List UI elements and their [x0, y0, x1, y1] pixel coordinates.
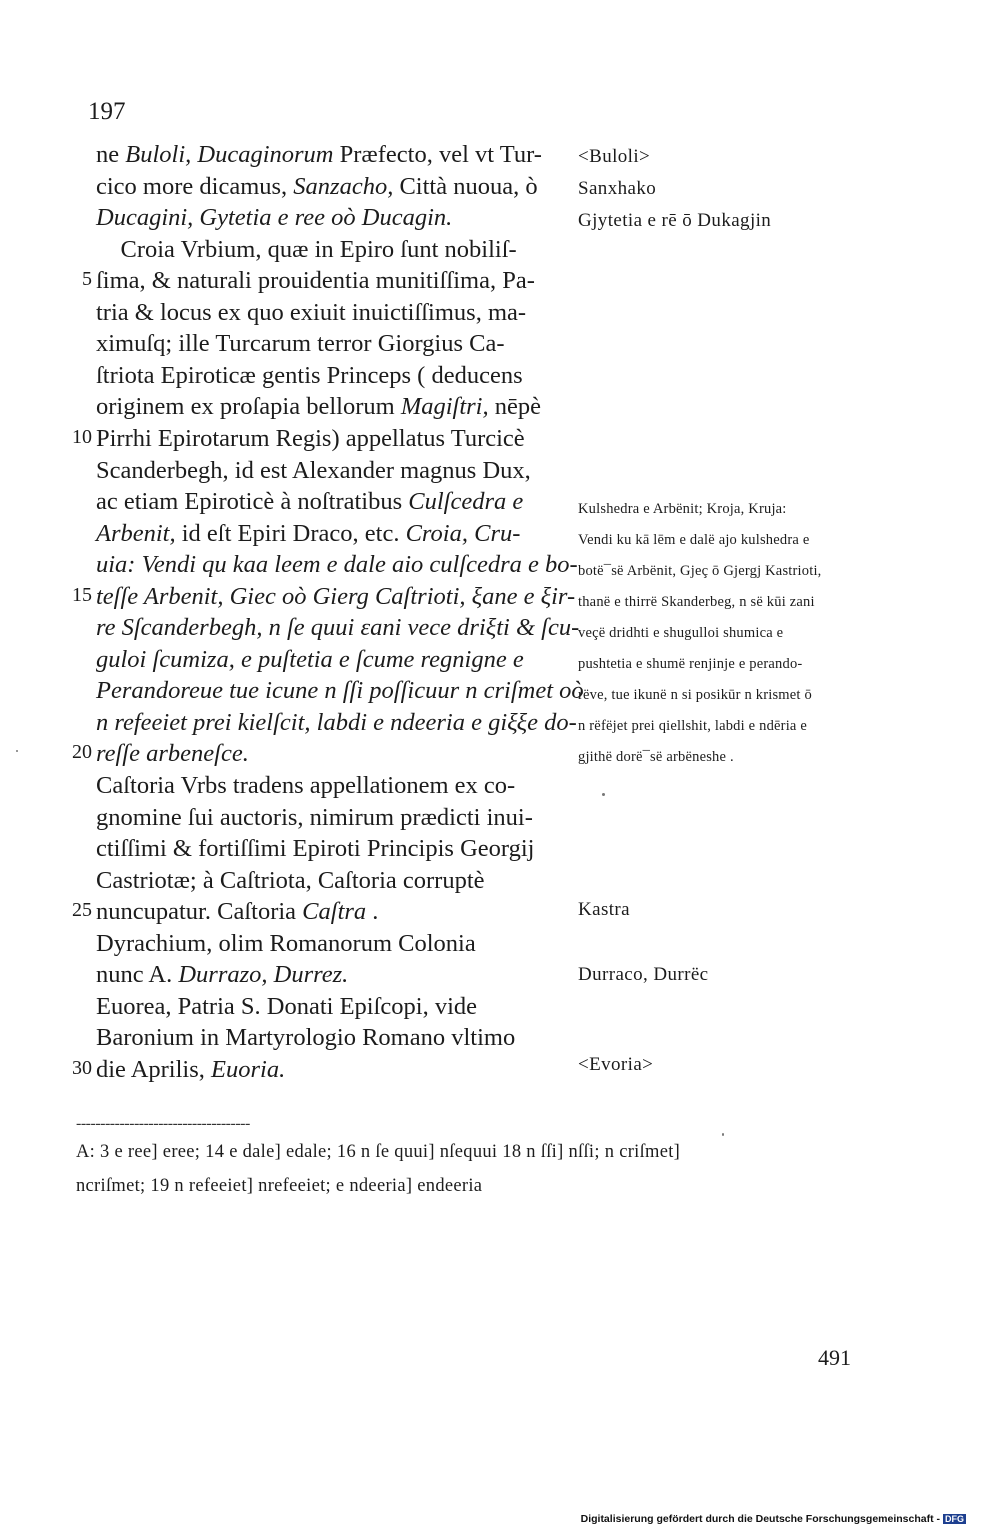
apparatus-line: ncriſmet; 19 n refeeiet] nrefeeiet; e ndeeria] endeeria: [76, 1176, 483, 1196]
text-line: die Aprilis, Euoria.: [96, 1055, 286, 1083]
text-line: ximuſq; ille Turcarum terror Giorgius Ca-: [96, 330, 505, 358]
line-number: 25: [72, 899, 92, 922]
margin-note: n rëfëjet prei qiellshit, labdi e ndēria e: [578, 718, 808, 734]
margin-note: thanë e thirrë Skanderbeg, n së kūi zani: [578, 594, 815, 610]
text-line: reſſe arbeneſce.: [96, 740, 249, 768]
text-line: Euorea, Patria S. Donati Epiſcopi, vide: [96, 992, 478, 1020]
margin-note: botë¯së Arbënit, Gjeç ō Gjergj Kastrioti,: [578, 563, 822, 579]
text-line: ne Buloli, Ducaginorum Præfecto, vel vt Tur-: [96, 141, 542, 168]
text-line: Perandoreue tue icune n ſſi poſſicuur n criſmet oò: [96, 677, 584, 705]
margin-note: Kulshedra e Arbënit; Kroja, Kruja:: [578, 501, 787, 517]
page-number: 491: [818, 1345, 851, 1370]
apparatus-line: A: 3 e ree] eree; 14 e dale] edale; 16 n ſe quui] nſequui 18 n ſſi] nſſi; n criſmet]: [76, 1142, 681, 1162]
text-line: Caſtoria Vrbs tradens appellationem ex co-: [96, 772, 516, 799]
line-number: 5: [82, 268, 92, 291]
text-line: nuncupatur. Caſtoria Caſtra .: [96, 898, 379, 926]
text-line: n refeeiet prei kielſcit, labdi e ndeeria e giξξe do-: [96, 708, 577, 736]
text-line: Pirrhi Epirotarum Regis) appellatus Turcicè: [96, 424, 525, 452]
text-line: nunc A. Durrazo, Durrez.: [96, 961, 349, 989]
margin-note: pushtetia e shumë renjinje e perando-: [578, 656, 803, 672]
text-line: ac etiam Epiroticè à noſtratibus Culſcedra e: [96, 488, 524, 516]
line-number: 10: [72, 425, 92, 448]
margin-note: Gjytetia e rē ō Dukagjin: [578, 210, 772, 231]
text-line: Castriotæ; à Caſtriota, Caſtoria corruptè: [96, 866, 485, 894]
scan-speck: [722, 1133, 724, 1136]
margin-note: gjithë dorë¯së arbëneshe .: [578, 749, 734, 765]
text-line: Dyrachium, olim Romanorum Colonia: [96, 929, 476, 957]
text-line: ctiſſimi & fortiſſimi Epiroti Principis Georgij: [96, 835, 535, 863]
margin-note: Durraco, Durrëc: [578, 964, 709, 985]
scan-speck: [16, 750, 18, 752]
text-line: ſima, & naturali prouidentia munitiſſima, Pa-: [96, 267, 535, 295]
margin-note: Vendi ku kā lēm e dalë ajo kulshedra e: [578, 532, 810, 548]
footnote-separator: ------------------------------------: [76, 1115, 250, 1132]
margin-note: Sanxhako: [578, 178, 657, 199]
text-line: Croia Vrbium, quæ in Epiro ſunt nobiliſ-: [96, 235, 517, 263]
text-line: ſtriota Epiroticæ gentis Princeps ( deducens: [96, 361, 523, 389]
text-line: uia: Vendi qu kaa leem e dale aio culſcedra e bo-: [96, 551, 578, 579]
dfg-logo-icon: DFG: [945, 1514, 964, 1524]
line-number: 20: [72, 741, 92, 764]
line-number: 15: [72, 583, 92, 606]
text-line: gnomine ſui auctoris, nimirum prædicti inui-: [96, 803, 533, 831]
text-line: Ducagini, Gytetia e ree oò Ducagin.: [96, 204, 453, 232]
margin-note: <Buloli>: [578, 146, 651, 167]
text-line: tria & locus ex quo exiuit inuictiſſimus, ma-: [96, 298, 527, 326]
text-line: originem ex proſapia bellorum Magiſtri, nēpè: [96, 393, 541, 421]
scan-speck: [602, 793, 605, 796]
text-line: guloi ſcumiza, e puſtetia e ſcume regnigne e: [96, 645, 524, 673]
margin-note: Kastra: [578, 899, 630, 920]
line-number: 30: [72, 1056, 92, 1079]
text-line: Baronium in Martyrologio Romano vltimo: [96, 1024, 516, 1052]
text-line: cico more dicamus, Sanzacho, Città nuoua, ò: [96, 172, 538, 200]
text-line: Arbenit, id eſt Epiri Draco, etc. Croia, Cru-: [96, 519, 521, 547]
margin-note: rëve, tue ikunë n si posikūr n krismet ō: [578, 687, 812, 703]
digitization-credit: [581, 1513, 966, 1525]
credit-text: Digitalisierung gefördert durch die Deutsche Forschungsgemeinschaft -: [580, 1513, 940, 1525]
text-line: re Sſcanderbegh, n ſe quui εani vece driξti & ſcu-: [96, 614, 580, 642]
margin-note: <Evoria>: [578, 1054, 654, 1075]
text-line: Scanderbegh, id est Alexander magnus Dux,: [96, 456, 531, 484]
text-line: teſſe Arbenit, Giec oò Gierg Caſtrioti, ξane e ξir-: [96, 582, 576, 610]
folio-number: 197: [88, 98, 126, 125]
margin-note: veçë dridhti e shugulloi shumica e: [578, 625, 784, 641]
